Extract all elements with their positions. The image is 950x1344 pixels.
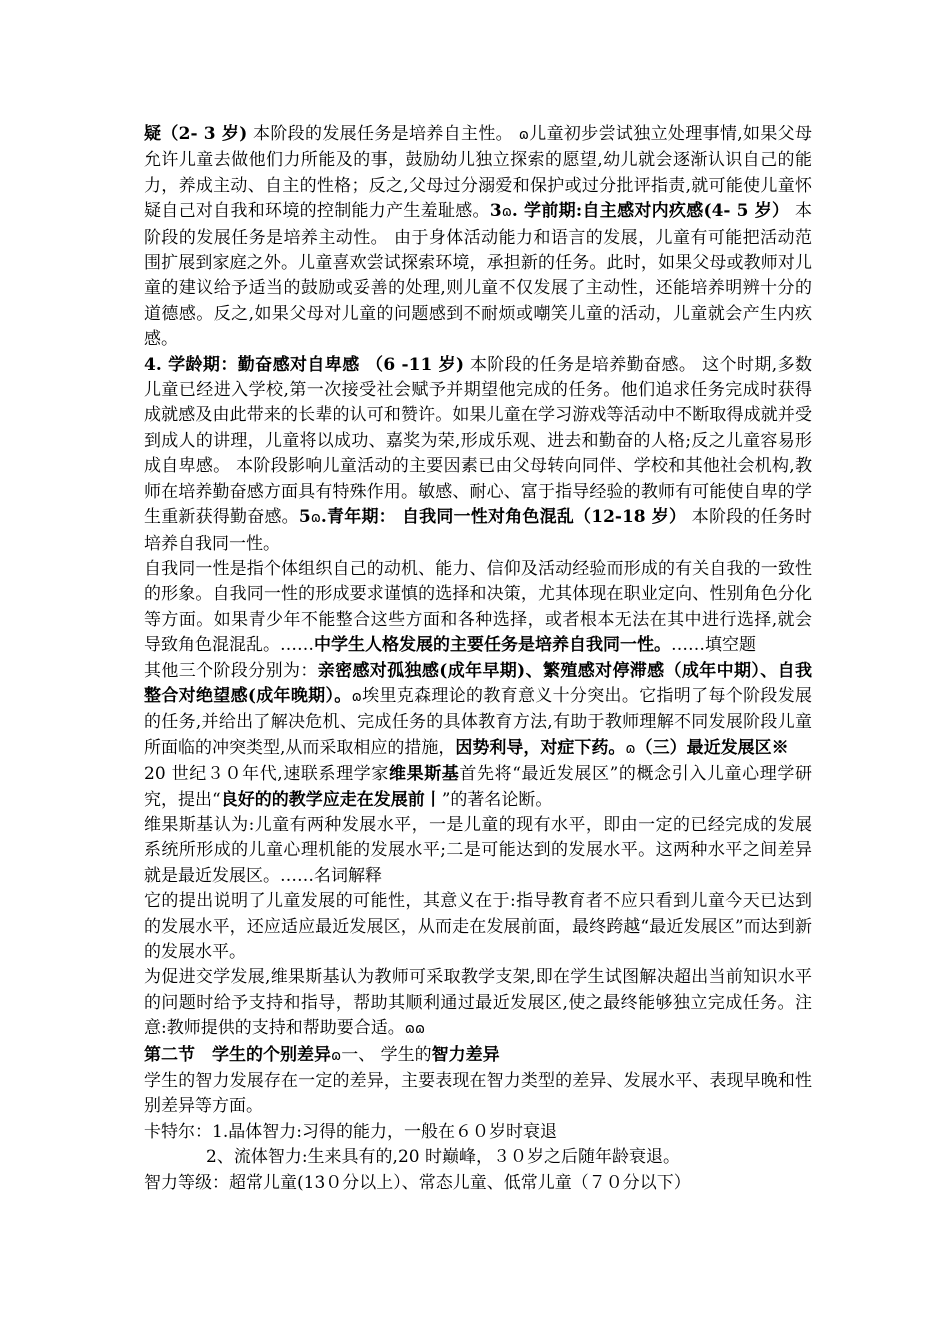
paragraph-intelligence-differences bbox=[144, 1069, 812, 1120]
stage4-heading: 4. 学龄期：勤奋感对自卑感 （6 -11 岁) bbox=[144, 354, 465, 375]
section-heading-individual-differences bbox=[144, 1043, 812, 1069]
vygotsky-text3: ”的著名论断。 bbox=[441, 789, 553, 810]
zpd-meaning-text: 它的提出说明了儿童发展的可能性，其意义在于:指导教育者不应只看到儿童今天已达到的发展水平，还应适应最近发展区，从而走在发展前面，最终跨越“最近发展区”而达到新的发展水平。 bbox=[144, 891, 812, 962]
stage2-text: 本阶段的发展任务是培养自主性。 bbox=[247, 124, 519, 144]
other-stages-intro: 其他三个阶段分别为： bbox=[144, 660, 318, 681]
stage2-heading-tail: 疑（2- 3 岁) bbox=[144, 124, 248, 144]
identity-body: 自我同一性是指个体组织自己的动机、能力、信仰及活动经验而形成的有关自我的一致性的形象。自我同一性的形成要求谨慎的选择和决策，尤其体现在职业定向、性别角色分化等方面。如果青少年不能整合这些方面和各种选择，或者根本无法在其中进行选择,就会导致角色混混乱。…… bbox=[144, 558, 812, 656]
paragraph-vygotsky-intro bbox=[144, 762, 812, 813]
vygotsky-text1: 20 世纪３０年代,速联系理学家 bbox=[144, 764, 389, 785]
identity-note: ……填空题 bbox=[671, 635, 756, 656]
vygotsky-quote: 良好的的教学应走在发展前丨 bbox=[220, 789, 442, 810]
scaffolding-text: 为促进交学发展,维果斯基认为教师可采取教学支架,即在学生试图解决超出当前知识水平的问题时给予支持和指导，帮助其顺利通过最近发展区,使之最终能够独立完成任务。注意:教师提供的支持和帮助要合适。 bbox=[144, 967, 812, 1039]
catell-line2: 2、流体智力:生来具有的,20 时巅峰，３０岁之后随年龄衰退。 bbox=[206, 1147, 680, 1168]
paragraph-stage4-5 bbox=[144, 353, 812, 557]
stage3-number: 3 bbox=[489, 201, 502, 222]
stage3-body: 本阶段的发展任务是培养主动性。 由于身体活动能力和语言的发展，儿童有可能把活动范围扩展到家庭之外。儿童喜欢尝试探索环境，承担新的任务。此时，如果父母或教师对儿童的建议给予适当的鼓励或妥善的处理,则儿童不仅发展了主动性，还能培养明辨十分的道德感。反之,如果父母对儿童的问题感到不耐烦或嘲笑儿童的活动，儿童就会产生内疚感。 bbox=[144, 201, 812, 350]
paragraph-zpd-meaning bbox=[144, 889, 812, 965]
stage2-body: 儿童初步尝试独立处理事情,如果父母允许儿童去做他们力所能及的事，鼓励幼儿独立探索的愿望,幼儿就会逐渐认识自己的能力，养成主动、自主的性格；反之,父母过分溺爱和保护或过分批评指责,就可能使儿童怀疑自己对自我和环境的控制能力产生羞耻感。 bbox=[144, 124, 813, 222]
section2-subtitle-bold: 智力差异 bbox=[431, 1044, 500, 1065]
paragraph-identity bbox=[144, 557, 812, 659]
stage5-number: 5 bbox=[298, 507, 311, 528]
erikson-significance: 埃里克森理论的教育意义十分突出。它指明了每个阶段发展的任务,并给出了解决危机、完成任务的具体教育方法,有助于教师理解不同发展阶段儿童所面临的冲突类型,从而采取相应的措施， bbox=[144, 685, 813, 758]
vygotsky-text2: 首先将“最近发展区”的概念引入儿童心理学研究，提出“ bbox=[144, 764, 812, 810]
bullet-mark-icon: ɷ bbox=[351, 688, 362, 705]
catell-line1: 卡特尔：1.晶体智力:习得的能力，一般在６０岁时衰退 bbox=[144, 1121, 557, 1142]
paragraph-other-stages bbox=[144, 659, 812, 763]
bullet-mark-icon: ɷ bbox=[331, 1047, 342, 1064]
paragraph-scaffolding bbox=[144, 965, 812, 1042]
bullet-mark-icon: ɷ bbox=[625, 740, 636, 757]
bullet-mark-icon: ɷ bbox=[310, 510, 321, 527]
vygotsky-name: 维果斯基 bbox=[388, 764, 460, 785]
paragraph-stage2-3 bbox=[144, 122, 812, 353]
section2-subtitle: 一、 学生的 bbox=[341, 1044, 432, 1065]
stage4-body: 本阶段的任务是培养勤奋感。 这个时期,多数儿童已经进入学校,第一次接受社会赋予并期望他完成的任务。他们追求任务完成时获得成就感及由此带来的长辈的认可和赞许。如果儿童在学习游戏等活动中不断取得成就并受到成人的讲理，儿童将以成功、嘉奖为荣,形成乐观、进去和勤奋的人格;反之儿童容易形成自卑感。 本阶段影响儿童活动的主要因素已由父母转向同伴、学校和其他社会机构,教师在培养勤奋感方面具有特殊作用。敏感、耐心、富于指导经验的教师有可能使自卑的学生重新获得勤奋感。 bbox=[144, 354, 812, 528]
section2-title: 第二节 学生的个别差异 bbox=[144, 1044, 331, 1065]
iq-levels-line: 智力等级：超常儿童(13０分以上）、常态儿童、低常儿童（７０分以下） bbox=[144, 1172, 691, 1193]
other-stages-list: 亲密感对孤独感(成年早期)、繁殖感对停滞感（成年中期）、自我整合对绝望感(成年晚期）。 bbox=[144, 660, 813, 706]
intelligence-differences-text: 学生的智力发展存在一定的差异，主要表现在智力类型的差异、发展水平、表现早晚和性别差异等方面。 bbox=[144, 1071, 812, 1117]
stage3-heading: . 学前期:自主感对内疚感(4- 5 岁） bbox=[511, 201, 790, 222]
zpd-heading: （三）最近发展区※ bbox=[635, 737, 789, 758]
bullet-mark-icon: ɷ bbox=[501, 204, 512, 221]
erikson-key-point: 因势利导，对症下药。 bbox=[455, 737, 626, 758]
vygotsky-levels-text: 维果斯基认为:儿童有两种发展水平，一是儿童的现有水平，即由一定的已经完成的发展系统所形成的儿童心理机能的发展水平;二是可能达到的发展水平。这两种水平之间差异就是最近发展区。……名词解释 bbox=[144, 814, 812, 886]
stage5-body: 本阶段的任务时培养自我同一性。 bbox=[144, 507, 813, 554]
stage5-heading: .青年期： 自我同一性对角色混乱（12-18 岁） bbox=[320, 507, 687, 528]
paragraph-vygotsky-levels bbox=[144, 813, 812, 889]
identity-key-point: 中学生人格发展的主要任务是培养自我同一性。 bbox=[314, 635, 671, 656]
bullet-mark-icon: ɷɷ bbox=[404, 1021, 426, 1038]
bullet-mark-icon: ɷ bbox=[518, 127, 529, 143]
